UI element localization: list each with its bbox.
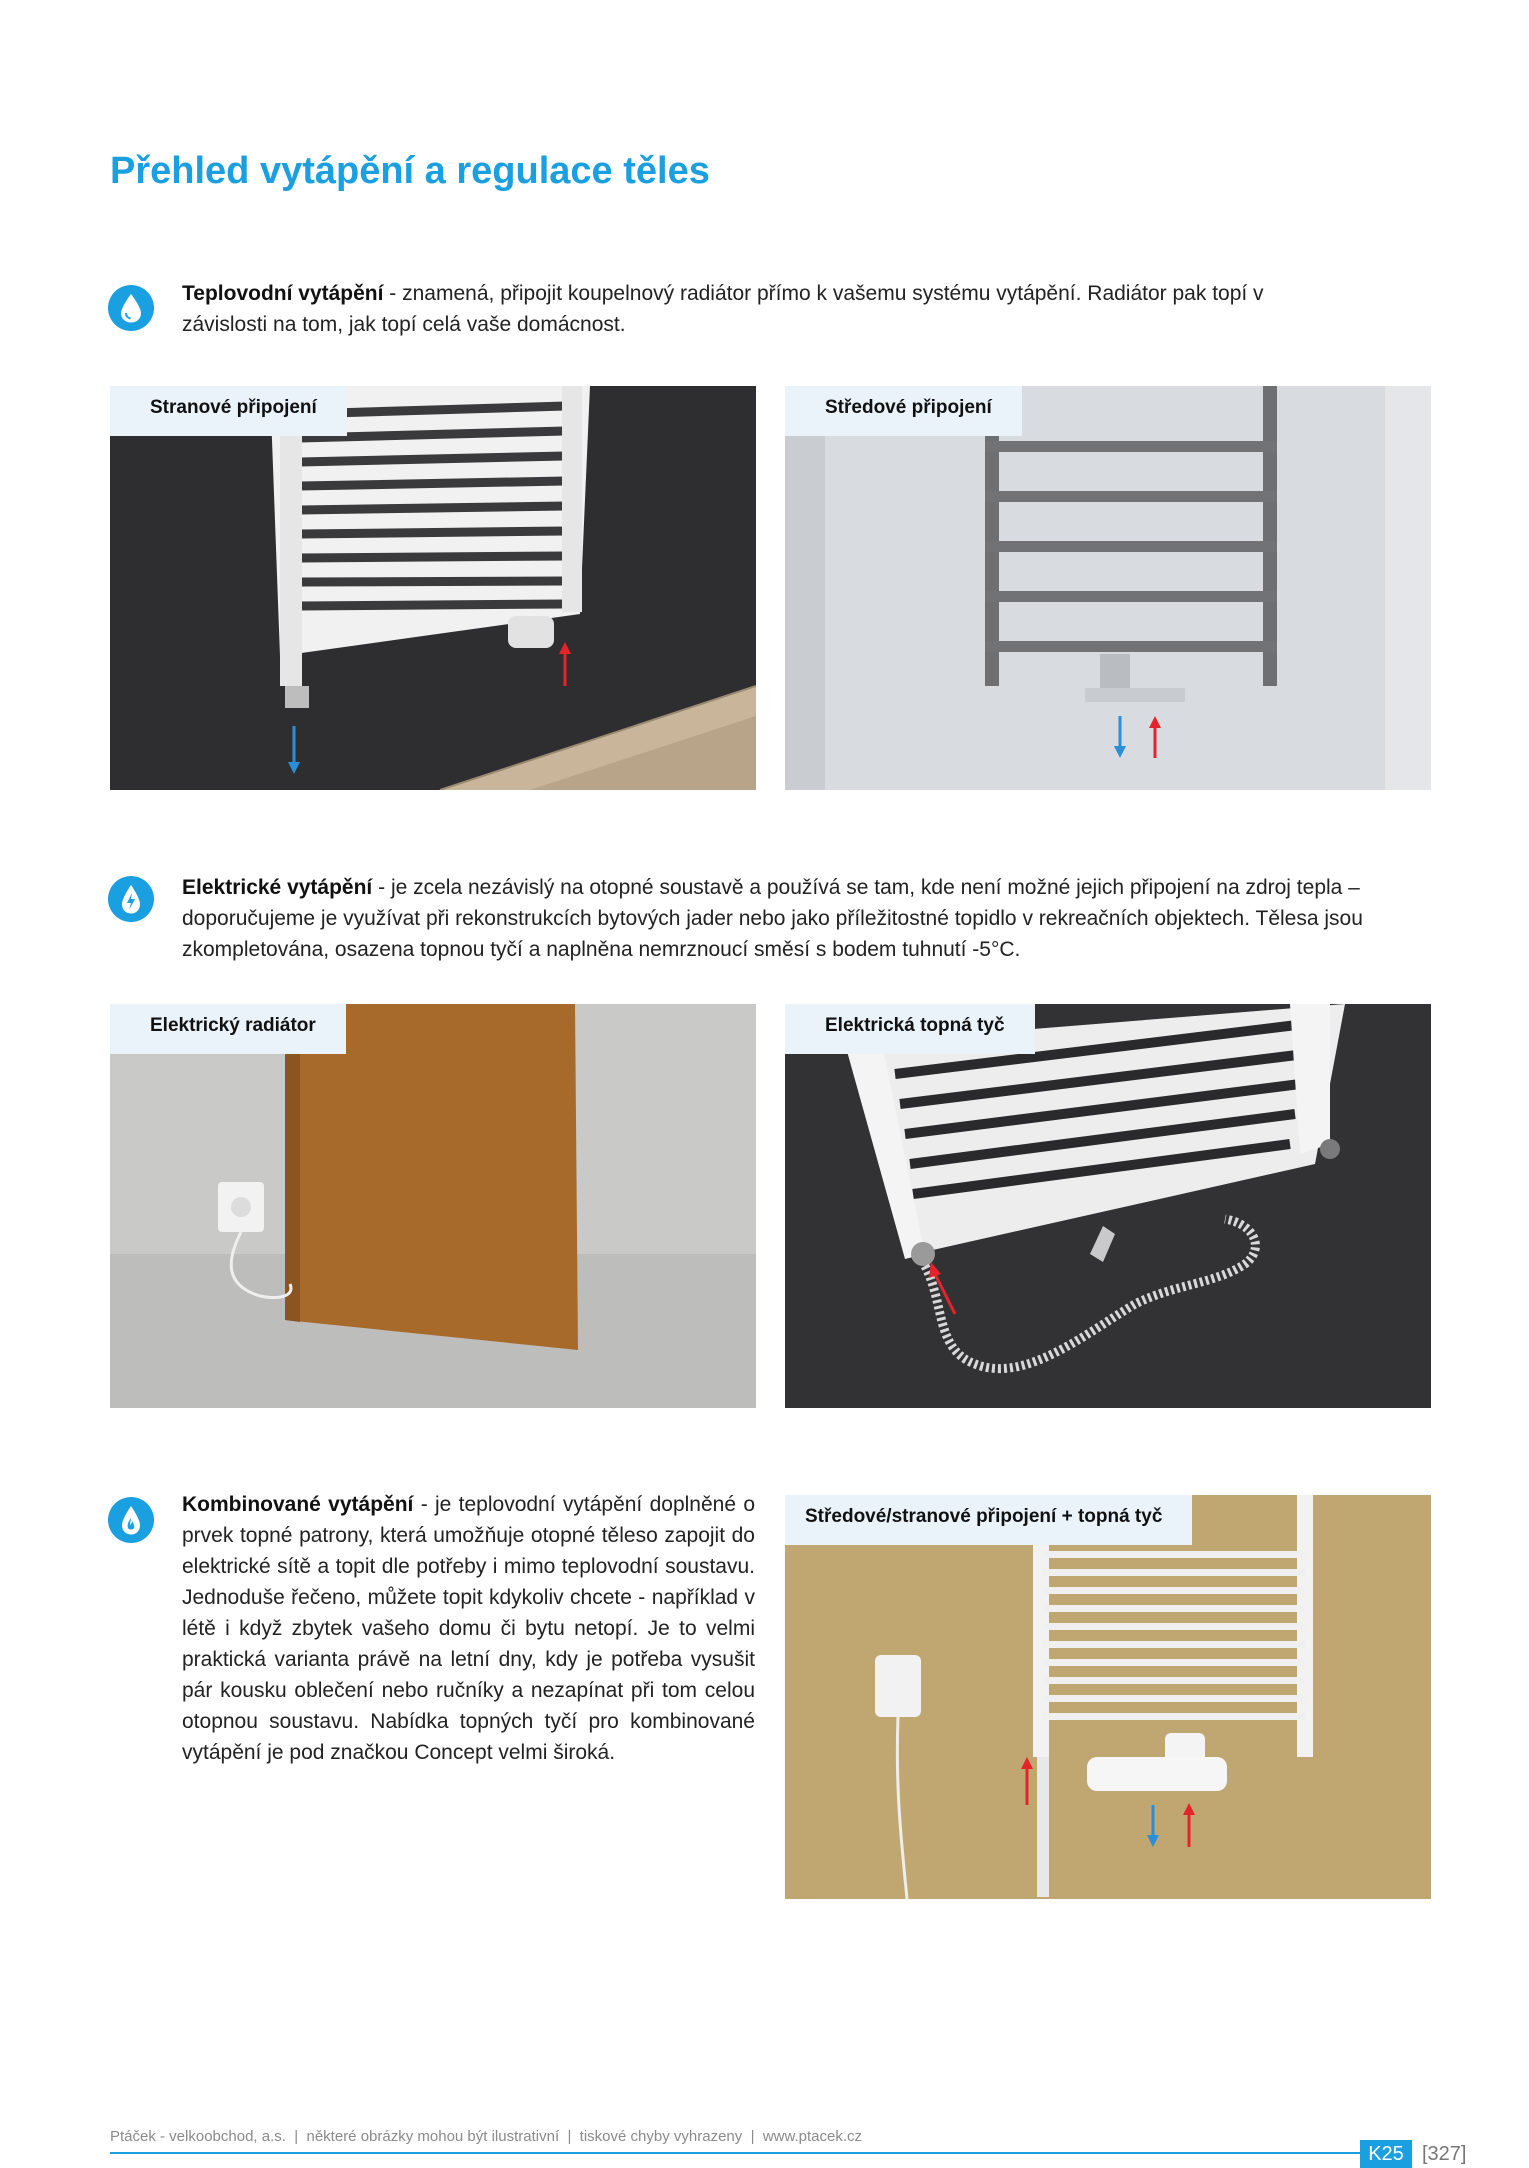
water-drop-icon — [108, 285, 154, 331]
footer-text: Ptáček - velkoobchod, a.s. | některé obrázky mohou být ilustrativní | tiskové chyby vyhrazeny | www.ptacek.cz — [110, 2128, 863, 2145]
photo-caption-side: Stranové připojení — [110, 386, 347, 436]
combined-heating-text: - je teplovodní vytápění doplněné o prvek topné patrony, která umožňuje otopné těleso zapojit do elektrické sítě a topit dle potřeby i mimo teplovodní soustavu. Jednoduše řečeno, můžete topit kdykoliv chcete - například v létě i když zbytek vašeho domu či bytu netopí. Je to velmi praktická varianta právě na letní dny, kdy je potřeba vysušit pár kousku oblečení nebo ručníky a nezapínat při tom celou otopnou soustavu. Nabídka topných tyčí pro kombinované vytápění je pod značkou Concept velmi široká. — [182, 1493, 755, 1764]
electric-heating-text: - je zcela nezávislý na otopné soustavě a používá se tam, kde není možné jejich připojení na zdroj tepla – doporučujeme je využívat při rekonstrukcích bytových jader nebo jako příležitostné topidlo v rekreačních objektech. Tělesa jsou zkompletována, osazena topnou tyčí a naplněna nemrznoucí směsí s bodem tuhnutí -5°C. — [182, 876, 1363, 961]
combined-connection-photo — [785, 1495, 1431, 1899]
photo-caption-center: Středové připojení — [785, 386, 1022, 436]
heating-rod-photo — [785, 1004, 1431, 1408]
combined-heating-paragraph — [182, 1489, 755, 1768]
lightning-icon — [108, 876, 154, 922]
photo-caption-heating-rod: Elektrická topná tyč — [785, 1004, 1035, 1054]
section-code-badge: K25 — [1360, 2140, 1412, 2168]
combined-heating-term: Kombinované vytápění — [182, 1493, 414, 1516]
side-connection-photo — [110, 386, 756, 790]
water-heating-text: - znamená, připojit koupelnový radiátor přímo k vašemu systému vytápění. Radiátor pak topí v závislosti na tom, jak topí celá vaše domácnost. — [182, 282, 1264, 336]
water-heating-paragraph — [182, 278, 1352, 340]
electric-heating-paragraph — [182, 872, 1427, 965]
page-number: [327] — [1422, 2143, 1467, 2165]
water-heating-term: Teplovodní vytápění — [182, 282, 384, 305]
center-connection-photo — [785, 386, 1431, 790]
photo-caption-combined: Středové/stranové připojení + topná tyč — [785, 1495, 1192, 1545]
photo-caption-electric-radiator: Elektrický radiátor — [110, 1004, 346, 1054]
combined-drop-icon — [108, 1497, 154, 1543]
electric-radiator-photo — [110, 1004, 756, 1408]
page-title: Přehled vytápění a regulace těles — [110, 150, 710, 192]
electric-heating-term: Elektrické vytápění — [182, 876, 373, 899]
footer-divider — [110, 2152, 1360, 2154]
